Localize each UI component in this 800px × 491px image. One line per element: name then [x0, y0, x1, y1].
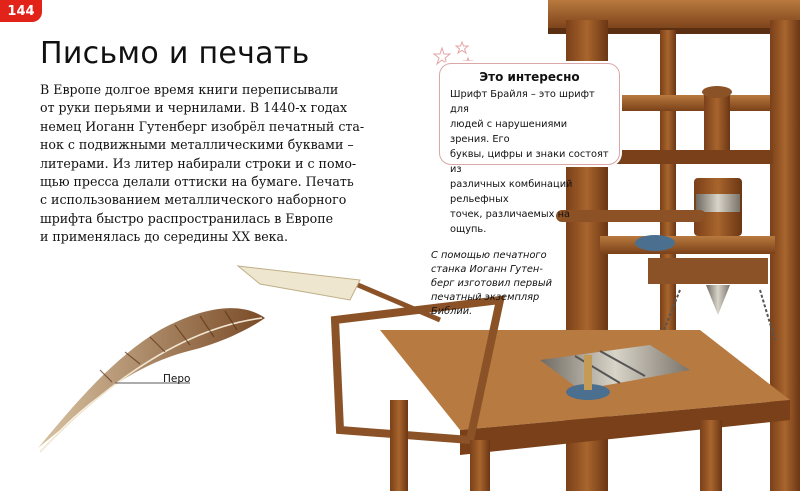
feather-label: Перо: [163, 373, 191, 385]
body-line: с использованием металлического наборного: [40, 192, 347, 208]
body-line: В Европе долгое время книги переписывали: [40, 82, 339, 97]
body-line: от руки перьями и чернилами. В 1440-х годах: [40, 100, 348, 116]
fact-line: Шрифт Брайля – это шрифт для: [450, 89, 595, 115]
caption-line: С помощью печатного: [431, 250, 547, 261]
feather-illustration: [38, 308, 265, 452]
body-line: немец Иоганн Гутенберг изобрёл печатный ста-: [40, 118, 365, 134]
body-line: щью пресса делали оттиски на бумаге. Печать: [40, 174, 354, 190]
caption-line: берг изготовил первый: [431, 278, 553, 289]
body-line: литерами. Из литер набирали строки и с помо-: [40, 155, 357, 171]
fact-box: [439, 63, 620, 235]
page-title: Письмо и печать: [40, 36, 310, 71]
fact-box-title: Это интересно: [479, 70, 580, 84]
fact-line: буквы, цифры и знаки состоят из: [450, 149, 609, 175]
fact-line: точек, различаемых на ощупь.: [450, 209, 570, 235]
fact-line: различных комбинаций рельефных: [450, 179, 573, 205]
fact-line: людей с нарушениями зрения. Его: [450, 119, 568, 145]
caption-line: станка Иоганн Гутен-: [431, 264, 543, 275]
page-number-left: 144: [0, 0, 42, 22]
fact-box-text: [450, 87, 609, 237]
body-line: шрифта быстро распространилась в Европе: [40, 210, 334, 226]
body-text: [40, 81, 370, 247]
caption-line: Библии.: [431, 306, 473, 317]
body-line: и применялась до середины ХХ века.: [40, 229, 289, 245]
press-caption: [431, 249, 561, 319]
body-line: нок с подвижными металлическими буквами –: [40, 137, 354, 153]
caption-line: печатный экземпляр: [431, 292, 540, 303]
